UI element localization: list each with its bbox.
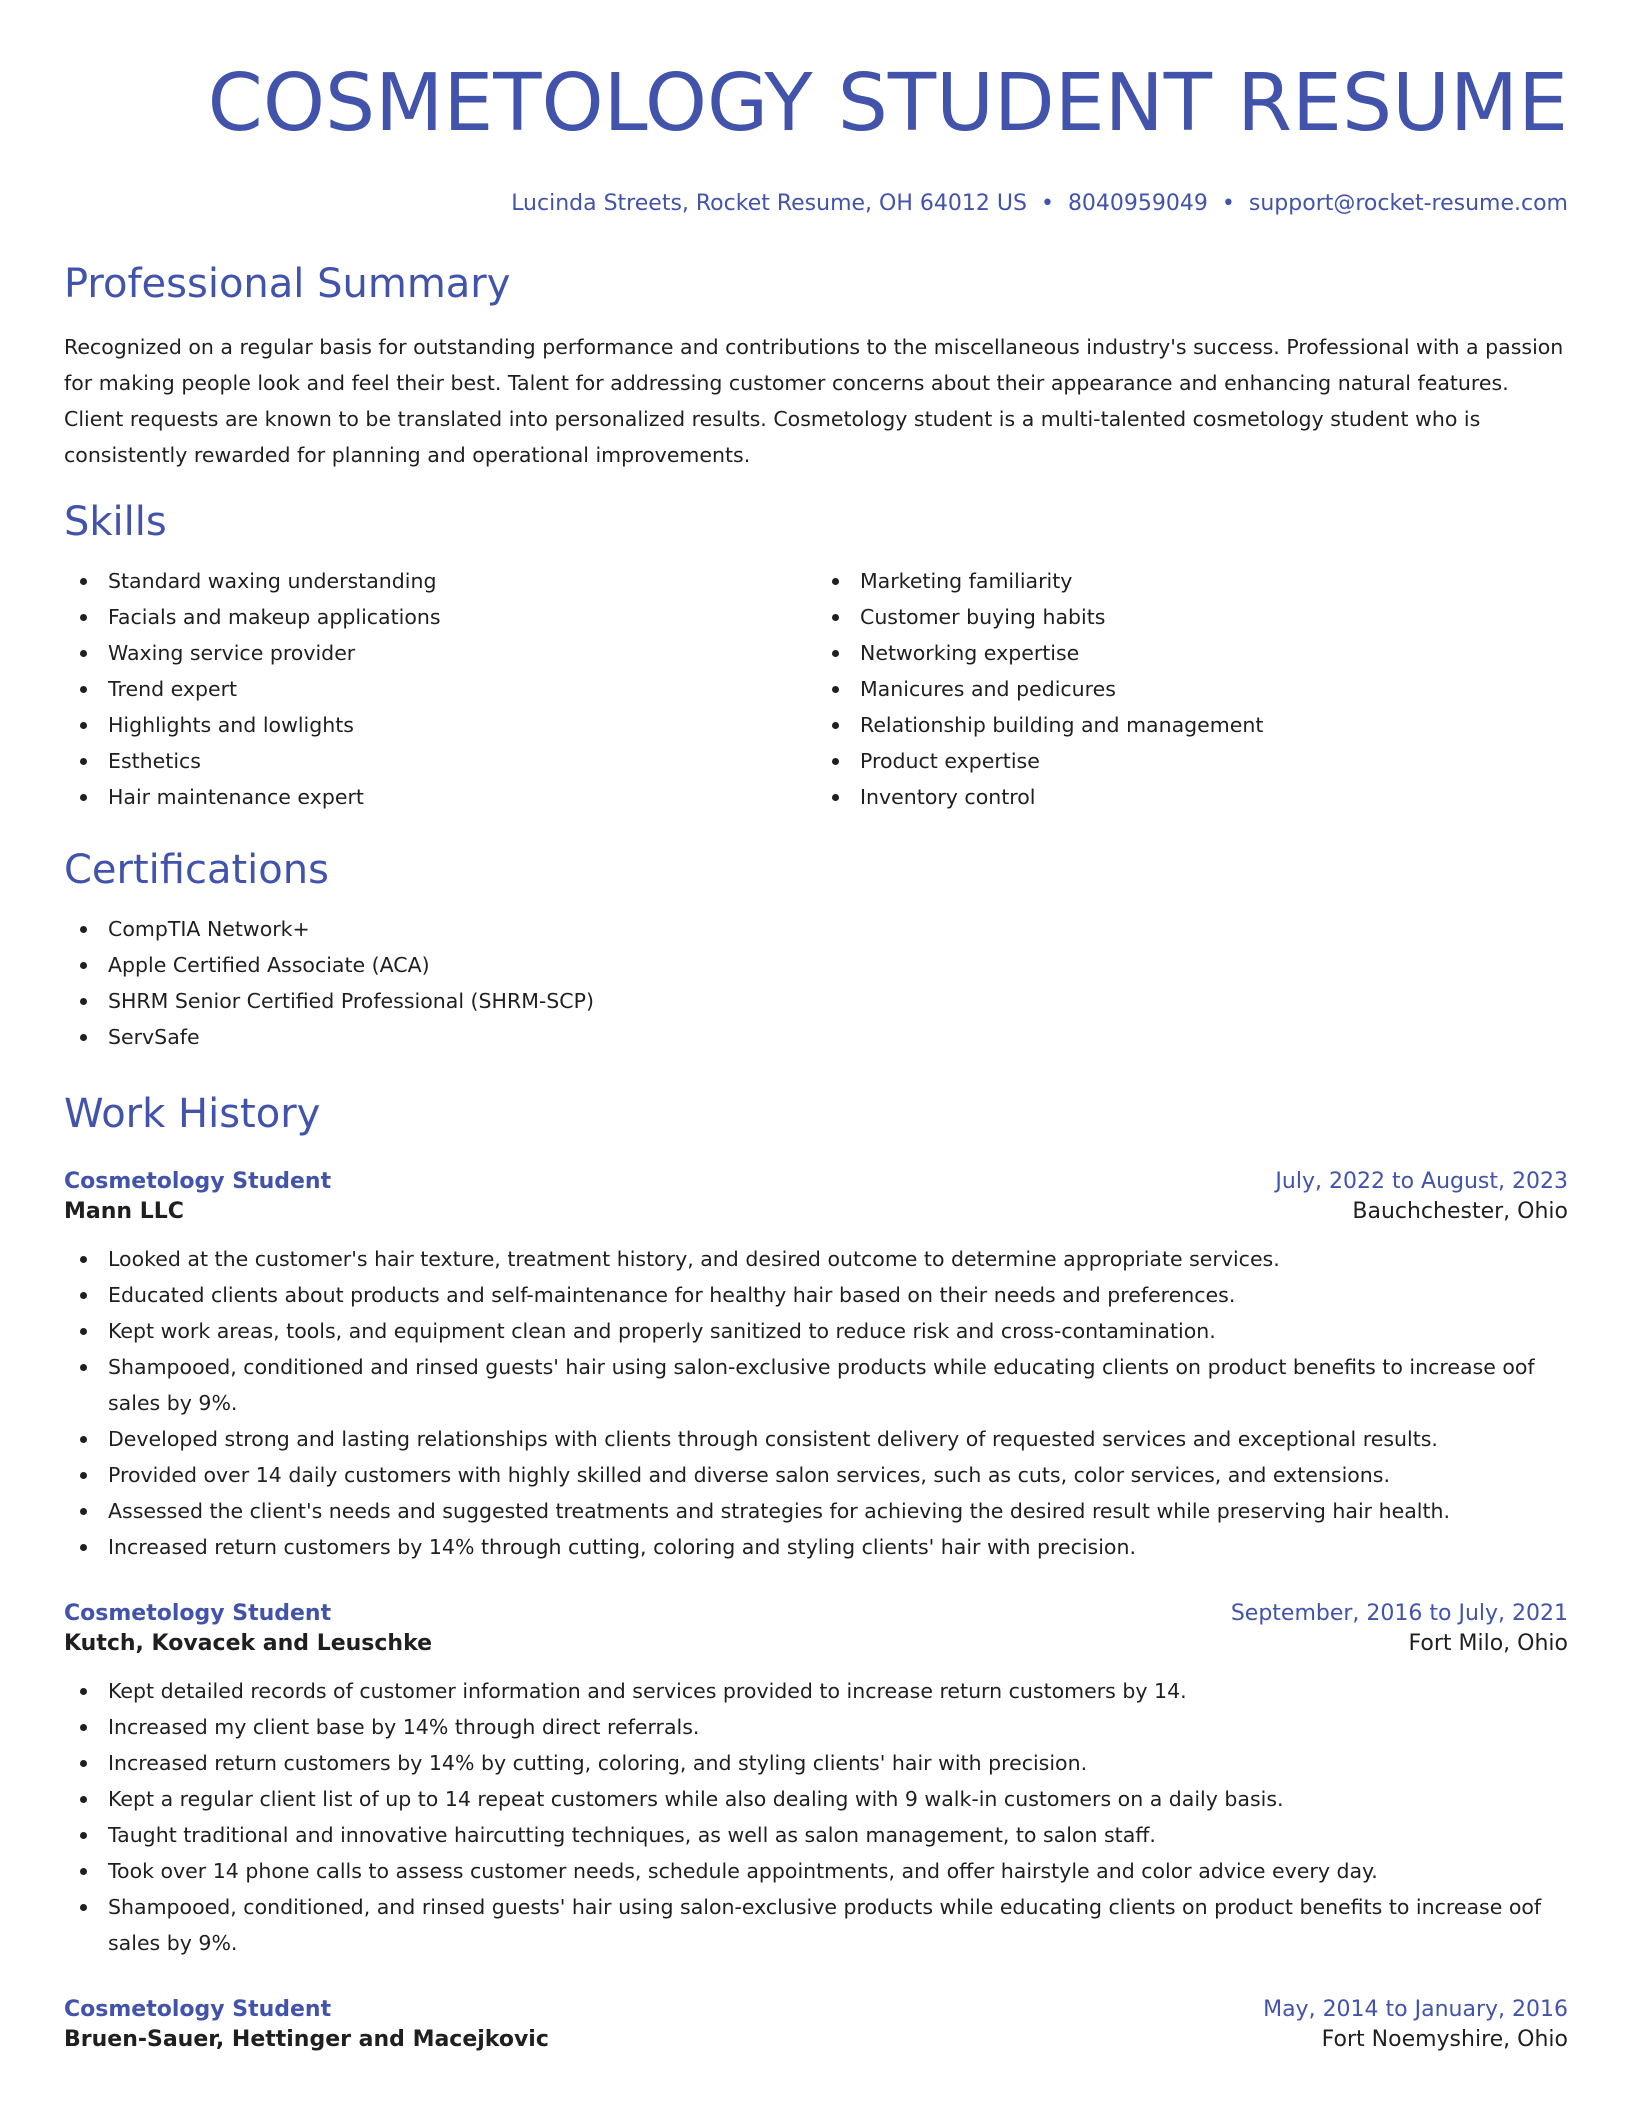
contact-email[interactable]: support@rocket-resume.com (1248, 191, 1568, 216)
job-header-row (64, 1995, 1568, 2025)
job-bullet: Increased return customers by 14% by cutting, coloring, and styling clients' hair with precision. (108, 1745, 1568, 1781)
job-header-row (64, 1167, 1568, 1197)
certifications-list (64, 911, 1568, 1055)
job-title: Cosmetology Student (64, 1997, 332, 2022)
skill-item: Facials and makeup applications (108, 599, 816, 635)
skill-item: Trend expert (108, 671, 816, 707)
resume-page (64, 0, 1568, 2055)
job-bullet: Took over 14 phone calls to assess customer needs, schedule appointments, and offer hairstyle and color advice every day. (108, 1853, 1568, 1889)
contact-phone[interactable]: 8040959049 (1067, 191, 1208, 216)
job-bullet: Looked at the customer's hair texture, treatment history, and desired outcome to determine appropriate services. (108, 1241, 1568, 1277)
job-bullet: Increased my client base by 14% through direct referrals. (108, 1709, 1568, 1745)
skill-item: Highlights and lowlights (108, 707, 816, 743)
job-dates: September, 2016 to July, 2021 (1230, 1601, 1568, 1626)
job-bullet: Shampooed, conditioned and rinsed guests' hair using salon-exclusive products while educating clients on product benefits to increase oof sales by 9%. (108, 1349, 1568, 1421)
job-title: Cosmetology Student (64, 1601, 332, 1626)
contact-line (64, 189, 1568, 219)
job-bullets (64, 1241, 1568, 1565)
work-history-heading: Work History (64, 1091, 321, 1137)
skill-item: Standard waxing understanding (108, 563, 816, 599)
skill-item: Manicures and pedicures (860, 671, 1568, 707)
job-dates: July, 2022 to August, 2023 (1275, 1169, 1568, 1194)
job-company-row (64, 1629, 1568, 1659)
skill-item: Hair maintenance expert (108, 779, 816, 815)
skills-heading: Skills (64, 499, 167, 545)
skill-item: Esthetics (108, 743, 816, 779)
skills-columns (64, 563, 1568, 815)
skill-item: Customer buying habits (860, 599, 1568, 635)
job-bullet: Provided over 14 daily customers with highly skilled and diverse salon services, such as cuts, color services, and extensions. (108, 1457, 1568, 1493)
certification-item: SHRM Senior Certified Professional (SHRM-SCP) (108, 983, 1568, 1019)
certification-item: ServSafe (108, 1019, 1568, 1055)
job-bullet: Shampooed, conditioned, and rinsed guests' hair using salon-exclusive products while educating clients on product benefits to increase oof sales by 9%. (108, 1889, 1568, 1961)
certification-item: Apple Certified Associate (ACA) (108, 947, 1568, 983)
job-company: Kutch, Kovacek and Leuschke (64, 1631, 433, 1656)
job-entry (64, 1167, 1568, 1565)
job-bullet: Increased return customers by 14% through cutting, coloring and styling clients' hair with precision. (108, 1529, 1568, 1565)
job-location: Fort Milo, Ohio (1408, 1631, 1568, 1656)
certification-item: CompTIA Network+ (108, 911, 1568, 947)
job-bullet: Assessed the client's needs and suggested treatments and strategies for achieving the desired result while preserving hair health. (108, 1493, 1568, 1529)
summary-text: Recognized on a regular basis for outstanding performance and contributions to the miscellaneous industry's success. Professional with a passion for making people look and feel their best. Talent for addressing customer concerns about their appearance and enhancing natural features. Client requests are known to be translated into personalized results. Cosmetology student is a multi-talented cosmetology student who is consistently rewarded for planning and operational improvements. (64, 335, 1564, 467)
job-header-row (64, 1599, 1568, 1629)
job-bullet: Kept detailed records of customer information and services provided to increase return customers by 14. (108, 1673, 1568, 1709)
job-entry (64, 1599, 1568, 1961)
contact-address: Lucinda Streets, Rocket Resume, OH 64012 US (511, 191, 1027, 216)
contact-separator: • (1221, 191, 1235, 216)
job-company-row (64, 2025, 1568, 2055)
skill-item: Product expertise (860, 743, 1568, 779)
job-location: Bauchchester, Ohio (1352, 1199, 1568, 1224)
skills-list-right (816, 563, 1568, 815)
job-title: Cosmetology Student (64, 1169, 332, 1194)
skill-item: Waxing service provider (108, 635, 816, 671)
contact-separator: • (1040, 191, 1054, 216)
skill-item: Marketing familiarity (860, 563, 1568, 599)
job-bullets (64, 1673, 1568, 1961)
job-entry (64, 1995, 1568, 2055)
skill-item: Inventory control (860, 779, 1568, 815)
job-company: Mann LLC (64, 1199, 184, 1224)
job-dates: May, 2014 to January, 2016 (1263, 1997, 1568, 2022)
certifications-heading: Certifications (64, 847, 329, 893)
summary-heading: Professional Summary (64, 261, 511, 307)
job-bullet: Kept a regular client list of up to 14 repeat customers while also dealing with 9 walk-in customers on a daily basis. (108, 1781, 1568, 1817)
job-bullet: Developed strong and lasting relationships with clients through consistent delivery of requested services and exceptional results. (108, 1421, 1568, 1457)
job-bullet: Taught traditional and innovative haircutting techniques, as well as salon management, to salon staff. (108, 1817, 1568, 1853)
job-location: Fort Noemyshire, Ohio (1321, 2027, 1568, 2052)
job-bullet: Kept work areas, tools, and equipment clean and properly sanitized to reduce risk and cross-contamination. (108, 1313, 1568, 1349)
page-title: COSMETOLOGY STUDENT RESUME (207, 57, 1568, 149)
job-company-row (64, 1197, 1568, 1227)
skills-list-left (64, 563, 816, 815)
skill-item: Networking expertise (860, 635, 1568, 671)
job-bullet: Educated clients about products and self-maintenance for healthy hair based on their needs and preferences. (108, 1277, 1568, 1313)
job-company: Bruen-Sauer, Hettinger and Macejkovic (64, 2027, 549, 2052)
skill-item: Relationship building and management (860, 707, 1568, 743)
